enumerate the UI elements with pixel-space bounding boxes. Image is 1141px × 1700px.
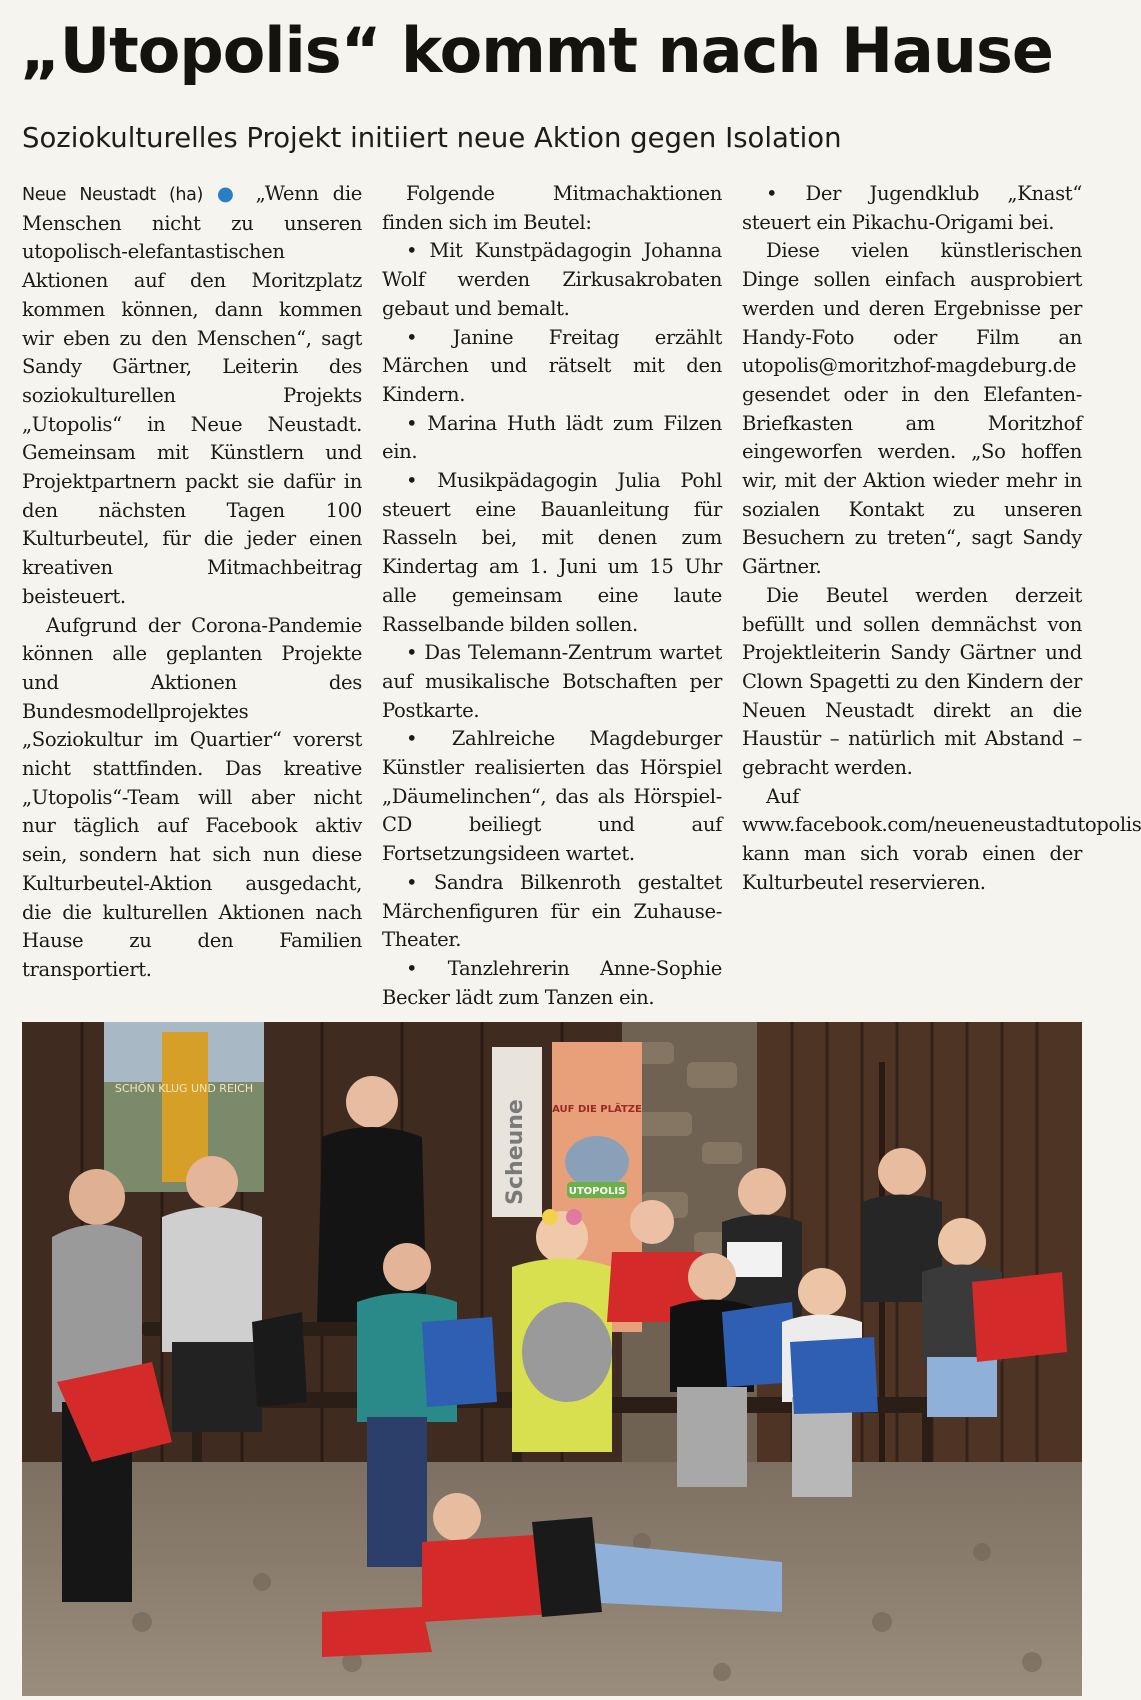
paragraph-2: Aufgrund der Corona-Pandemie können alle geplanten Projekte und Aktionen des Bundesmodellprojektes „Soziokultur im Quartier“ vorerst nicht stattfinden. Das kreative „Utopolis“-Team will aber nicht nur täglich auf Facebook aktiv sein, sondern hat sich nun diese Kulturbeutel-Aktion ausgedacht, die die kulturellen Aktionen nach Hause zu den Familien transportiert. [22, 613, 362, 981]
bullet-dot-icon: ● [216, 182, 242, 205]
black-bag [252, 1312, 307, 1407]
red-bag [322, 1607, 432, 1657]
black-bag [532, 1517, 602, 1617]
list-item-6: • Zahlreiche Magdeburger Künstler realisierten das Hörspiel „Däumelinchen“, das als Hörspiel-CD beiliegt und auf Fortsetzungsideen wartet. [382, 727, 722, 866]
column-3 [742, 180, 1141, 1010]
red-bag [972, 1272, 1067, 1362]
poster-caption: SCHÖN KLUG UND REICH [114, 1082, 254, 1095]
paragraph-6: Auf www.facebook.com/neueneustadtutopolis kann man sich vorab einen der Kulturbeutel reservieren. [742, 784, 1141, 894]
list-item-2: • Janine Freitag erzählt Märchen und rätselt mit den Kindern. [382, 325, 722, 406]
poster [104, 1022, 264, 1192]
list-item-5: • Das Telemann-Zentrum wartet auf musikalische Botschaften per Postkarte. [382, 641, 722, 722]
paragraph-5: Die Beutel werden derzeit befüllt und sollen demnächst von Projektleiterin Sandy Gärtner und Clown Spagetti zu den Kindern der Neuen Neustadt direkt an die Haustür – natürlich mit Abstand – gebracht werden. [742, 583, 1082, 780]
dateline: Neue Neustadt (ha) [22, 185, 203, 205]
paragraph-3: Folgende Mitmachaktionen finden sich im Beutel: [382, 182, 722, 234]
paragraph-1-text: „Wenn die Menschen nicht zu unseren utopolisch-elefantastischen Aktionen auf den Moritzplatz kommen können, dann kommen wir eben zu den Menschen“, sagt Sandy Gärtner, Leiterin des soziokulturellen Projekts „Utopolis“ in Neue Neustadt. Gemeinsam mit Künstlern und Projektpartnern packt sie dafür in den nächsten Tagen 100 Kulturbeutel, für die jeder einen kreativen Mitmachbeitrag beisteuert. [22, 182, 362, 608]
banner-platz-label: AUF DIE PLÄTZE [552, 1104, 642, 1115]
subheadline: Soziokulturelles Projekt initiiert neue Aktion gegen Isolation [22, 122, 842, 154]
column-2 [382, 180, 722, 1010]
list-item-3: • Marina Huth lädt zum Filzen ein. [382, 411, 722, 464]
list-item-7: • Sandra Bilkenroth gestaltet Märchenfiguren für ein Zuhause-Theater. [382, 870, 722, 952]
group-photo-illustration [22, 1022, 1082, 1696]
banner-scheune-label: Scheune [503, 1099, 528, 1205]
banner-utopolis-label: UTOPOLIS [568, 1186, 626, 1197]
list-item-9: • Der Jugendklub „Knast“ steuert ein Pikachu-Origami bei. [742, 182, 1082, 234]
column-1 [22, 180, 362, 1010]
list-item-1: • Mit Kunstpädagogin Johanna Wolf werden Zirkusakrobaten gebaut und bemalt. [382, 239, 722, 320]
blue-bag [422, 1317, 497, 1407]
headline: „Utopolis“ kommt nach Hause [20, 14, 1053, 87]
paragraph-lead [22, 180, 362, 612]
banner-scheune [492, 1047, 542, 1217]
paragraph-4: Diese vielen künstlerischen Dinge sollen einfach ausprobiert werden und deren Ergebnisse per Handy-Foto oder Film an utopolis@moritzhof-magdeburg.de gesendet oder in den Elefanten-Briefkasten am Moritzhof eingeworfen werden. „So hoffen wir, mit der Aktion wieder mehr in sozialen Kontakt zu unseren Besuchern zu treten“, sagt Sandy Gärtner. [742, 239, 1082, 579]
list-item-8: • Tanzlehrerin Anne-Sophie Becker lädt zum Tanzen ein. [382, 956, 722, 1009]
article-body [22, 180, 1141, 1010]
elephant-plush [522, 1302, 612, 1402]
group-photo [22, 1022, 1082, 1696]
list-item-4: • Musikpädagogin Julia Pohl steuert eine Bauanleitung für Rasseln bei, mit denen zum Kindertag am 1. Juni um 15 Uhr alle gemeinsam eine laute Rasselbande bilden sollen. [382, 469, 722, 636]
blue-bag [790, 1337, 878, 1414]
